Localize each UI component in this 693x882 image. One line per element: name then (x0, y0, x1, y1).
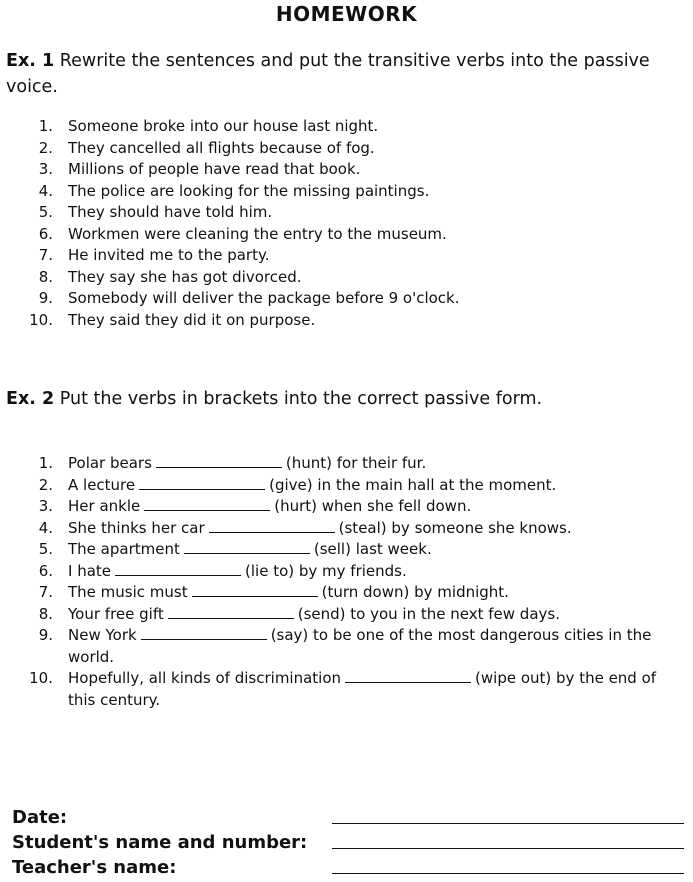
answer-blank[interactable] (156, 455, 282, 468)
date-label: Date: (12, 807, 68, 828)
exercise-1-list (0, 116, 670, 331)
answer-blank[interactable] (184, 541, 310, 554)
list-item: 3. Millions of people have read that book. (38, 160, 361, 178)
teacher-label: Teacher's name: (12, 857, 177, 878)
sentence: He invited me to the party. (68, 246, 270, 264)
answer-blank[interactable] (141, 627, 267, 640)
answer-blank[interactable] (209, 520, 335, 533)
teacher-name-field[interactable] (332, 872, 684, 874)
list-item: 8. They say she has got divorced. (38, 267, 302, 286)
sentence: They say she has got divorced. (68, 267, 302, 286)
exercise-1-instruction: Rewrite the sentences and put the transitive verbs into the passive voice. (6, 51, 650, 97)
sentence: Millions of people have read that book. (68, 160, 361, 178)
student-name-field[interactable] (332, 847, 684, 849)
answer-blank[interactable] (192, 584, 318, 597)
student-label: Student's name and number: (12, 832, 308, 853)
list-item: 4. She thinks her car (steal) by someone she knows. (38, 518, 572, 537)
sentence: They said they did it on purpose. (68, 310, 316, 329)
list-item: 10. Hopefully, all kinds of discrimination (wipe out) by the end of this century. (29, 669, 657, 709)
list-item: 2. A lecture (give) in the main hall at the moment. (38, 475, 557, 494)
list-item: 9. Somebody will deliver the package before 9 o'clock. (38, 289, 460, 307)
answer-blank[interactable] (144, 498, 270, 511)
list-item: 7. He invited me to the party. (38, 246, 270, 264)
answer-blank[interactable] (115, 563, 241, 576)
sentence: The police are looking for the missing paintings. (68, 181, 430, 200)
page-title: HOMEWORK (275, 2, 418, 26)
list-item: 8. Your free gift (send) to you in the next few days. (38, 604, 560, 623)
list-item: 9. New York (say) to be one of the most dangerous cities in the world. (38, 626, 652, 666)
exercise-2-instruction: Put the verbs in brackets into the correct passive form. (59, 389, 543, 409)
sentence: They cancelled all flights because of fog. (68, 138, 375, 157)
list-item: 3. Her ankle (hurt) when she fell down. (38, 497, 472, 515)
list-item: 1. Someone broke into our house last night. (38, 117, 379, 135)
exercise-1-label: Ex. 1 (6, 51, 55, 71)
list-item: 7. The music must (turn down) by midnight. (38, 583, 509, 601)
list-item: 6. Workmen were cleaning the entry to the museum. (38, 224, 447, 243)
answer-blank[interactable] (168, 606, 294, 619)
sentence: Someone broke into our house last night. (68, 117, 379, 135)
signoff-section (12, 805, 684, 880)
list-item: 10. They said they did it on purpose. (29, 310, 316, 329)
list-item: 1. Polar bears (hunt) for their fur. (38, 454, 427, 472)
list-item: 2. They cancelled all flights because of fog. (38, 138, 375, 157)
student-row (12, 830, 684, 855)
exercise-1-heading (6, 48, 671, 100)
list-item: 6. I hate (lie to) by my friends. (38, 561, 407, 580)
date-field[interactable] (332, 822, 684, 824)
date-row (12, 805, 684, 830)
list-item: 5. The apartment (sell) last week. (38, 540, 432, 558)
answer-blank[interactable] (139, 477, 265, 490)
teacher-row (12, 855, 684, 880)
list-item: 4. The police are looking for the missing paintings. (38, 181, 430, 200)
sentence: Workmen were cleaning the entry to the museum. (68, 224, 447, 243)
exercise-2-label: Ex. 2 (6, 389, 55, 409)
answer-blank[interactable] (345, 670, 471, 683)
exercise-2-list (0, 453, 670, 711)
sentence: They should have told him. (68, 203, 273, 221)
sentence: Somebody will deliver the package before 9 o'clock. (68, 289, 460, 307)
exercise-2-heading (6, 386, 671, 412)
list-item: 5. They should have told him. (38, 203, 273, 221)
